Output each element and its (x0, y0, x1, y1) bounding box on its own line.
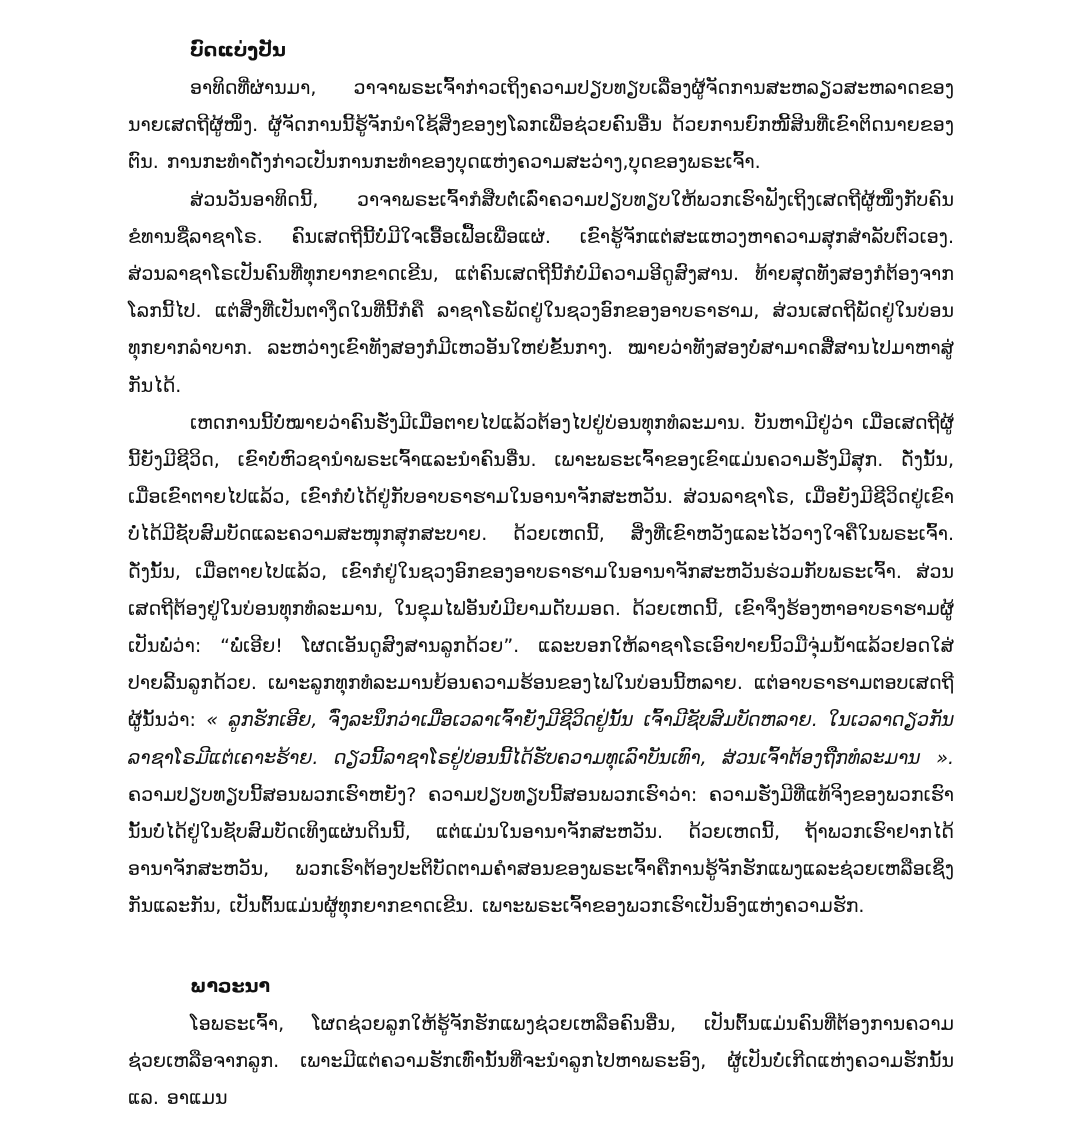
prayer-text: ໂອພຣະເຈົ້າ, ໂຜດຊ່ວຍລູກໃຫ້ຮູ້ຈັກຮັກແພງຊ່ວຍເຫລືອຄົນອື່ນ, ເປັນຕົ້ນແມ່ນຄົນທີ່ຕ້ອງການຄວາມຊ່ວຍເຫລືອຈາກລູກ. ເພາະມີແຕ່ຄວາມຮັກເທົ່ານັ້ນທີ່ຈະນຳລູກໄປຫາພຣະອົງ, ຜູ້ເປັນບໍ່ເກີດແຫ່ງຄວາມຮັກນັ້ນແລ. ອາແມນ (128, 1012, 954, 1110)
reflection-paragraph-1: ອາທິດທີ່ຜ່ານມາ, ວາຈາພຣະເຈົ້າກ່າວເຖິງຄວາມປຽບທຽບເລື່ອງຜູ້ຈັດການສະຫລຽວສະຫລາດຂອງນາຍເສດຖີຜູ້ໜຶ່ງ. ຜູ້ຈັດການນີ້ຮູ້ຈັກນຳໃຊ້ສິ່ງຂອງໆໂລກເພື່ອຊ່ວຍຄົນອື່ນ ດ້ວຍການຍົກໜີ້ສິນທີ່ເຂົາຕິດນາຍຂອງຕົນ. ການກະທຳດັ່ງກ່າວເປັນການກະທຳຂອງບຸດແຫ່ງຄວາມສະວ່າງ,ບຸດຂອງພຣະເຈົ້າ. (128, 77, 954, 174)
abraham-quote: « ລູກຮັກເອີຍ, ຈົ່ງລະນຶກວ່າເມື່ອເວລາເຈົ້າຍັງມີຊີວິດຢູ່ນັ້ນ ເຈົ້າມີຊັບສົມບັດຫລາຍ. ໃນເວລາດຽວກັນລາຊາໂຣມີແຕ່ເຄາະຮ້າຍ. ດຽວນີ້ລາຊາໂຣຢູ່ບ່ອນນີ້ໄດ້ຮັບຄວາມທຸເລົາບັນເທົາ, ສ່ວນເຈົ້າຕ້ອງຖືກທໍລະມານ ». (128, 709, 954, 769)
section-spacer (128, 926, 954, 966)
reflection-paragraph-3-text: ເຫດການນີ້ບໍ່ໝາຍວ່າຄົນຮັ່ງມີເມື່ອຕາຍໄປແລ້ວຕ້ອງໄປຢູ່ບ່ອນທຸກທໍລະມານ. ບັນຫາມີຢູ່ວ່າ ເມື່ອເສດຖີຜູ້ນີ້ຍັງມີຊີວິດ, ເຂົາບໍ່ຫົວຊານຳພຣະເຈົ້າແລະນຳຄົນອື່ນ. ເພາະພຣະເຈົ້າຂອງເຂົາແມ່ນຄວາມຮັ່ງມີສຸກ. ດັ່ງນັ້ນ, ເມື່ອເຂົາຕາຍໄປແລ້ວ, ເຂົາກໍບໍ່ໄດ້ຢູ່ກັບອາບຣາຮາມໃນອານາຈັກສະຫວັນ. ສ່ວນລາຊາໂຣ, ເມື່ອຍັງມີຊີວິດຢູ່ເຂົາບໍ່ໄດ້ມີຊັບສົມບັດແລະຄວາມສະໜຸກສຸກສະບາຍ. ດ້ວຍເຫດນີ້, ສິ່ງທີ່ເຂົາຫວັງແລະໄວ້ວາງໃຈຄືໃນພຣະເຈົ້າ. ດັ່ງນັ້ນ, ເມື່ອຕາຍໄປແລ້ວ, ເຂົາກໍຢູ່ໃນຊວງອົກຂອງອາບຣາຮາມໃນອານາຈັກສະຫວັນຮ່ວມກັບພຣະເຈົ້າ. ສ່ວນເສດຖີຕ້ອງຢູ່ໃນບ່ອນທຸກທໍລະມານ, ໃນຂຸມໄຟອັນບໍ່ມີຍາມດັບມອດ. ດ້ວຍເຫດນີ້, ເຂົາຈຶ່ງຮ້ອງຫາອາບຣາຮາມຜູ້ເປັນພໍ່ວ່າ: “ພໍ່ເອີຍ! ໂຜດເອັນດູສົງສານລູກດ້ວຍ”. ແລະບອກໃຫ້ລາຊາໂຣເອົາປາຍນິ້ວມືຈຸ່ມນ້ຳແລ້ວຢອດໃສ່ປາຍລີ້ນລູກດ້ວຍ. ເພາະລູກທຸກທໍລະມານຍ້ອນຄວາມຮ້ອນຂອງໄຟໃນບ່ອນນີ້ຫລາຍ. ແຕ່ອາບຣາຮາມຕອບເສດຖີຜູ້ນັ້ນວ່າ: (128, 411, 954, 732)
document-page (128, 30, 954, 1117)
prayer-heading: ພາວະນາ (190, 974, 271, 997)
reflection-heading: ບົດແບ່ງປັນ (190, 39, 286, 61)
reflection-paragraph-3 (128, 405, 954, 926)
reflection-paragraph-2: ສ່ວນວັນອາທິດນີ້, ວາຈາພຣະເຈົ້າກໍສືບຕໍ່ເລົ່າຄວາມປຽບທຽບໃຫ້ພວກເຮົາຟັງເຖິງເສດຖີຜູ້ໜຶ່ງກັບຄົນຂໍທານຊື່ລາຊາໂຣ. ຄົນເສດຖີນີ້ບໍ່ມີໃຈເອື້ອເຟື້ອເພື່ອແຜ່. ເຂົາຮູ້ຈັກແຕ່ສະແຫວງຫາຄວາມສຸກສຳລັບຕົວເອງ. ສ່ວນລາຊາໂຣເປັນຄົນທີ່ທຸກຍາກຂາດເຂີນ, ແຕ່ຄົນເສດຖີນີ້ກໍບໍ່ມີຄວາມອີດູສົງສານ. ທ້າຍສຸດທັງສອງກໍຕ້ອງຈາກໂລກນີ້ໄປ. ແຕ່ສິ່ງທີ່ເປັນຕາງຶດໃນທີ່ນີ້ກໍຄື ລາຊາໂຣພັດຢູ່ໃນຊວງອົກຂອງອາບຣາຮາມ, ສ່ວນເສດຖີພັດຢູ່ໃນບ່ອນທຸກຍາກລຳບາກ. ລະຫວ່າງເຂົາທັງສອງກໍມີເຫວອັນໃຫຍ່ຂັ້ນກາງ. ໝາຍວ່າທັງສອງບໍ່ສາມາດສື່ສານໄປມາຫາສູ່ກັນໄດ້. (128, 188, 954, 397)
reflection-conclusion: ຄວາມປຽບທຽບນີ້ສອນພວກເຮົາຫຍັງ? ຄວາມປຽບທຽບນີ້ສອນພວກເຮົາວ່າ: ຄວາມຮັ່ງມີທີ່ແທ້ຈິງຂອງພວກເຮົານັ້ນບໍ່ໄດ້ຢູ່ໃນຊັບສົມບັດເທິງແຜ່ນດິນນີ້, ແຕ່ແມ່ນໃນອານາຈັກສະຫວັນ. ດ້ວຍເຫດນີ້, ຖ້າພວກເຮົາຢາກໄດ້ອານາຈັກສະຫວັນ, ພວກເຮົາຕ້ອງປະຕິບັດຕາມຄຳສອນຂອງພຣະເຈົ້າຄືການຮູ້ຈັກຮັກແພງແລະຊ່ວຍເຫລືອເຊິ່ງກັນແລະກັນ, ເປັນຕົ້ນແມ່ນຜູ້ທຸກຍາກຂາດເຂີນ. ເພາະພຣະເຈົ້າຂອງພວກເຮົາເປັນອົງແຫ່ງຄວາມຮັກ. (128, 783, 954, 918)
